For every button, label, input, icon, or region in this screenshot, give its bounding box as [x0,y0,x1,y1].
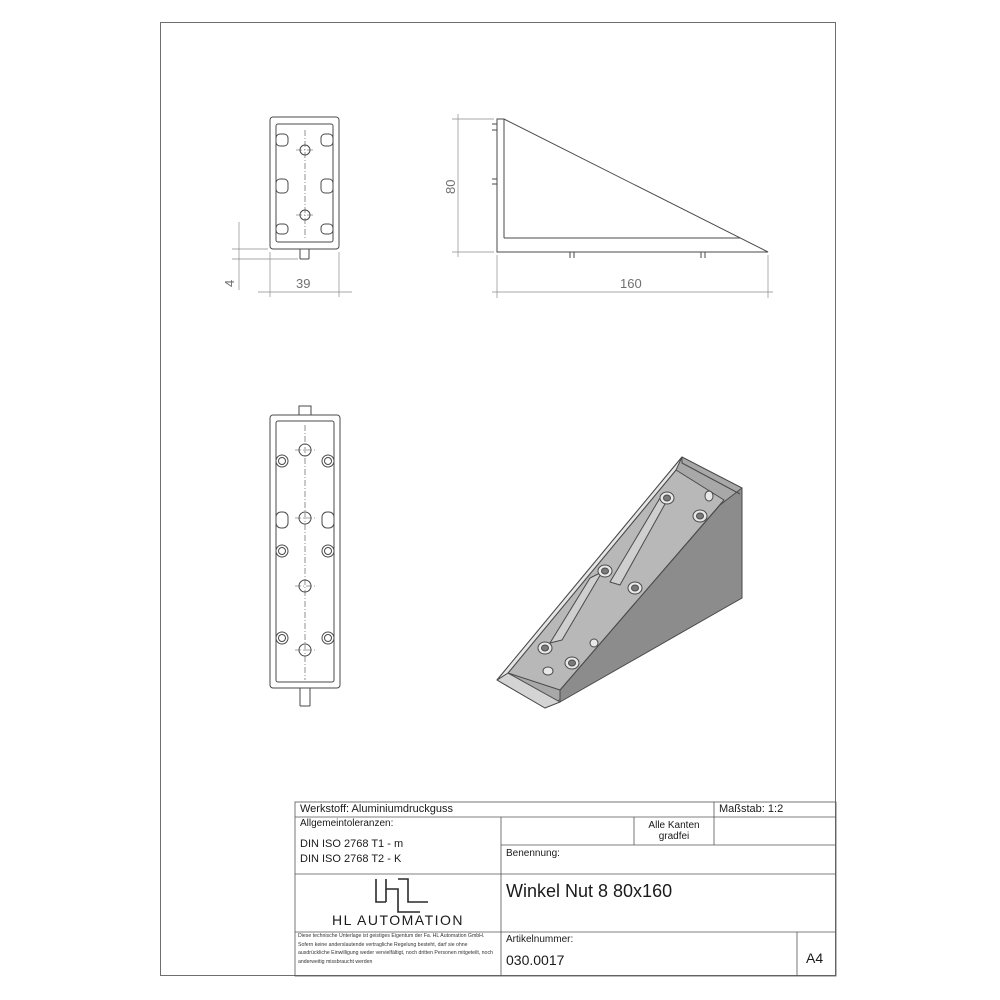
scale-label: Maßstab: 1:2 [719,803,784,815]
front-view [270,117,339,259]
sheet-format: A4 [806,950,824,966]
dim-width-39: 39 [296,276,311,291]
dim-tab-4: 4 [222,279,237,287]
disclaimer-text: Diese technische Unterlage ist geistiges Eigentum der Fa. HL Automation GmbH. Sofern keine anderslautende vertragliche Regelung besteht, darf sie ohne ausdrückliche Einwilligung weder vervielfältigt, noch dritten Personen mitgeteilt, noch anderweitig missbraucht werden [298,933,493,965]
dim-height-80: 80 [443,179,458,194]
designation-value: Winkel Nut 8 80x160 [506,881,673,901]
hl-logo-icon [376,879,428,912]
company-name: HL AUTOMATION [332,912,465,928]
material-label: Werkstoff: Aluminiumdruckguss [300,803,454,815]
side-view-dimensions [452,114,773,298]
isometric-view [497,457,742,708]
designation-label: Benennung: [506,848,560,859]
top-view [270,406,340,706]
front-view-dimensions [232,222,352,297]
tolerance-1: DIN ISO 2768 T1 - m [300,838,404,850]
side-view [492,119,768,258]
edges-line1: Alle Kanten [648,820,700,831]
edges-line2: gradfei [658,831,690,842]
tolerances-label: Allgemeintoleranzen: [300,818,394,829]
article-label: Artikelnummer: [506,934,574,945]
article-value: 030.0017 [506,952,565,968]
tolerance-2: DIN ISO 2768 T2 - K [300,853,402,865]
dim-length-160: 160 [620,276,642,291]
